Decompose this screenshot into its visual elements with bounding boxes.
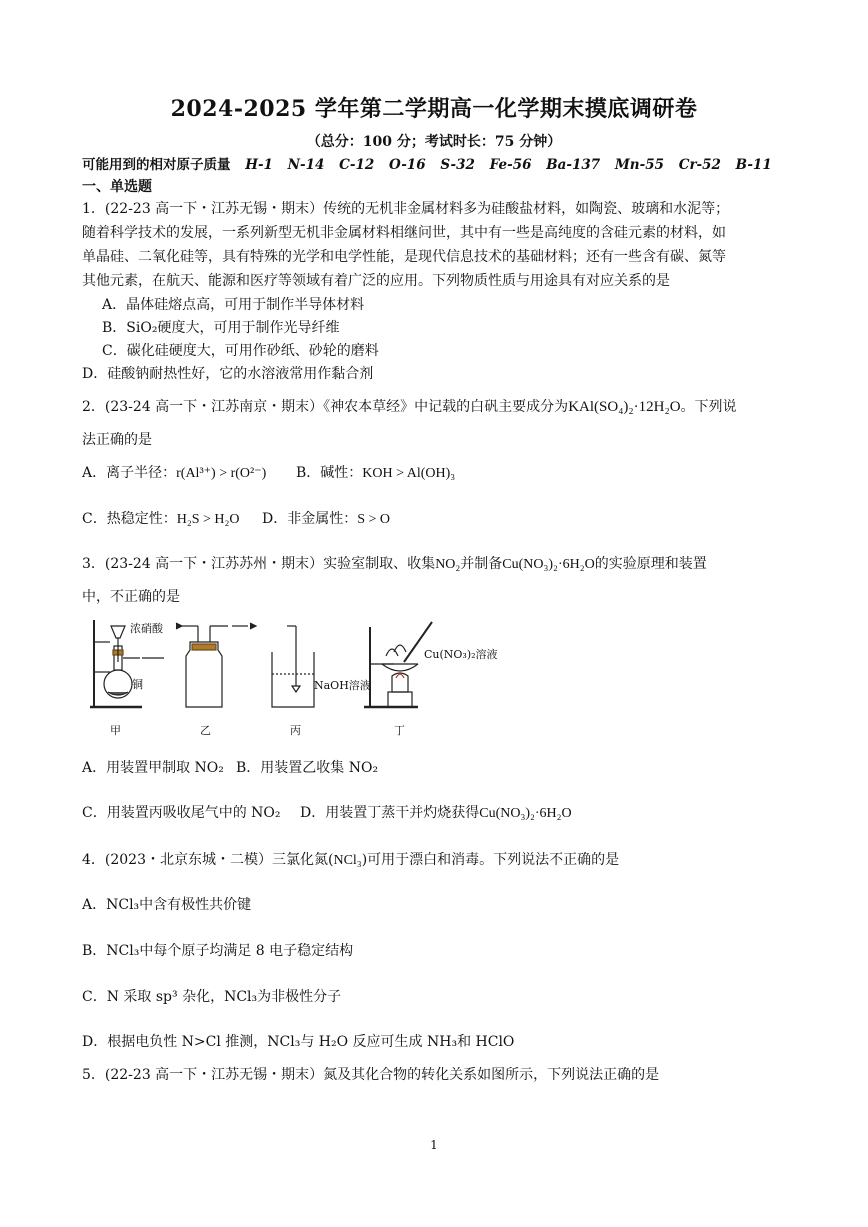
q2-option-text: C．热稳定性：: [82, 511, 177, 527]
mass-item: Ba-137: [546, 157, 601, 173]
q5-line: 5．(22-23 高一下・江苏无锡・期末）氮及其化合物的转化关系如图所示，下列说法正确的是: [82, 1067, 660, 1083]
q2-option-formula: S > O: [357, 512, 391, 527]
caption-yi: 乙: [200, 724, 211, 737]
q1-option-d: D．硅酸钠耐热性好，它的水溶液常用作黏合剂: [82, 366, 374, 382]
q3-option-formula: Cu(NO₃)₂·6H₂O: [479, 806, 572, 821]
mass-item: B-11: [735, 157, 772, 173]
label-copper: 铜: [132, 678, 143, 691]
q1-line: 1．(22-23 高一下・江苏无锡・期末）传统的无机非金属材料多为硅酸盐材料，如陶瓷、玻璃和水泥等；: [82, 201, 730, 217]
q4-option-d: D．根据电负性 N>Cl 推测，NCl₃与 H₂O 反应可生成 NH₃和 HClO: [82, 1034, 515, 1050]
mass-item: O-16: [388, 157, 426, 173]
q2-option-b: [296, 462, 455, 482]
q2-option-formula: r(Al³⁺) > r(O²⁻): [176, 466, 267, 481]
q4-formula: NCl₃: [333, 853, 362, 868]
label-nitric-acid: 浓硝酸: [130, 622, 163, 635]
q2-text: 2．(23-24 高一下・江苏南京・期末）《神农本草经》中记载的白矾主要成分为: [82, 399, 569, 415]
q2-option-formula: H₂S > H₂O: [176, 512, 240, 527]
q4-option-c: C．N 采取 sp³ 杂化，NCl₃为非极性分子: [82, 989, 342, 1005]
mass-item: S-32: [440, 157, 475, 173]
q4-line: [82, 849, 619, 869]
q2-option-d: [262, 508, 390, 528]
q2-line: [82, 396, 737, 416]
paper-subtitle: （总分：100 分；考试时长：75 分钟）: [306, 134, 562, 150]
mass-item: Fe-56: [489, 157, 532, 173]
q4-option-b: B．NCl₃中每个原子均满足 8 电子稳定结构: [82, 943, 354, 959]
q3-option-d: [300, 802, 572, 822]
q3-formula: Cu(NO₃)₂·6H₂O: [502, 557, 595, 572]
label-naoh: NaOH溶液: [314, 679, 371, 692]
mass-item: Mn-55: [614, 157, 664, 173]
caption-ding: 丁: [394, 724, 405, 737]
q1-option-a: A．晶体硅熔点高，可用于制作半导体材料: [102, 297, 365, 313]
q2-option-a: [82, 462, 266, 482]
q4-text: )可用于漂白和消毒。下列说法不正确的是: [361, 852, 620, 868]
paper-title: 2024-2025 学年第二学期高一化学期末摸底调研卷: [170, 96, 698, 122]
q3-line: [82, 553, 707, 573]
q1-line: 单晶硅、二氧化硅等，具有特殊的光学和电学性能，是现代信息技术的基础材料；还有一些含有碳、氮等: [82, 249, 726, 265]
q3-option-text: D．用装置丁蒸干并灼烧获得: [300, 805, 480, 821]
q1-option-c: C．碳化硅硬度大，可用作砂纸、砂轮的磨料: [102, 343, 379, 359]
q1-line: 其他元素，在航天、能源和医疗等领域有着广泛的应用。下列物质性质与用途具有对应关系的是: [82, 273, 670, 289]
q2-option-c: [82, 508, 240, 528]
q3-text: 的实验原理和装置: [594, 556, 707, 572]
mass-item: N-14: [287, 157, 325, 173]
q3-option-a: A．用装置甲制取 NO₂: [82, 760, 224, 776]
q2-option-text: B．碱性：: [296, 465, 363, 481]
caption-bing: 丙: [290, 724, 301, 737]
caption-jia: 甲: [110, 724, 121, 737]
q1-option-b: B．SiO₂硬度大，可用于制作光导纤维: [102, 320, 340, 336]
q3-formula: NO₂: [435, 557, 461, 572]
q2-line: 法正确的是: [82, 432, 152, 448]
label-cuno3: Cu(NO₃)₂溶液: [424, 648, 498, 661]
q4-text: 4．(2023・北京东城・二模）三氯化氮(: [82, 852, 334, 868]
mass-item: H-1: [245, 157, 273, 173]
q3-line: 中，不正确的是: [82, 589, 180, 605]
q2-option-text: D．非金属性：: [262, 511, 358, 527]
atomic-masses-label: 可能用到的相对原子质量: [82, 157, 231, 173]
page-number: 1: [430, 1138, 438, 1152]
mass-item: C-12: [339, 157, 375, 173]
q2-option-text: A．离子半径：: [82, 465, 177, 481]
q3-option-c: C．用装置丙吸收尾气中的 NO₂: [82, 805, 281, 821]
q2-text: 。下列说: [680, 399, 737, 415]
q4-option-a: A．NCl₃中含有极性共价键: [82, 897, 252, 913]
q2-option-formula: KOH > Al(OH)₃: [362, 466, 456, 481]
apparatus-figure: [82, 612, 522, 742]
section-heading: 一、单选题: [82, 179, 152, 195]
q1-line: 随着科学技术的发展，一系列新型无机非金属材料相继问世，其中有一些是高纯度的含硅元素的材料，如: [82, 225, 726, 241]
q3-text: 并制备: [460, 556, 503, 572]
q3-text: 3．(23-24 高一下・江苏苏州・期末）实验室制取、收集: [82, 556, 436, 572]
q3-option-b: B．用装置乙收集 NO₂: [236, 760, 379, 776]
mass-item: Cr-52: [678, 157, 721, 173]
atomic-masses: [82, 153, 772, 173]
q2-formula: KAl(SO₄)₂·12H₂O: [568, 399, 681, 415]
